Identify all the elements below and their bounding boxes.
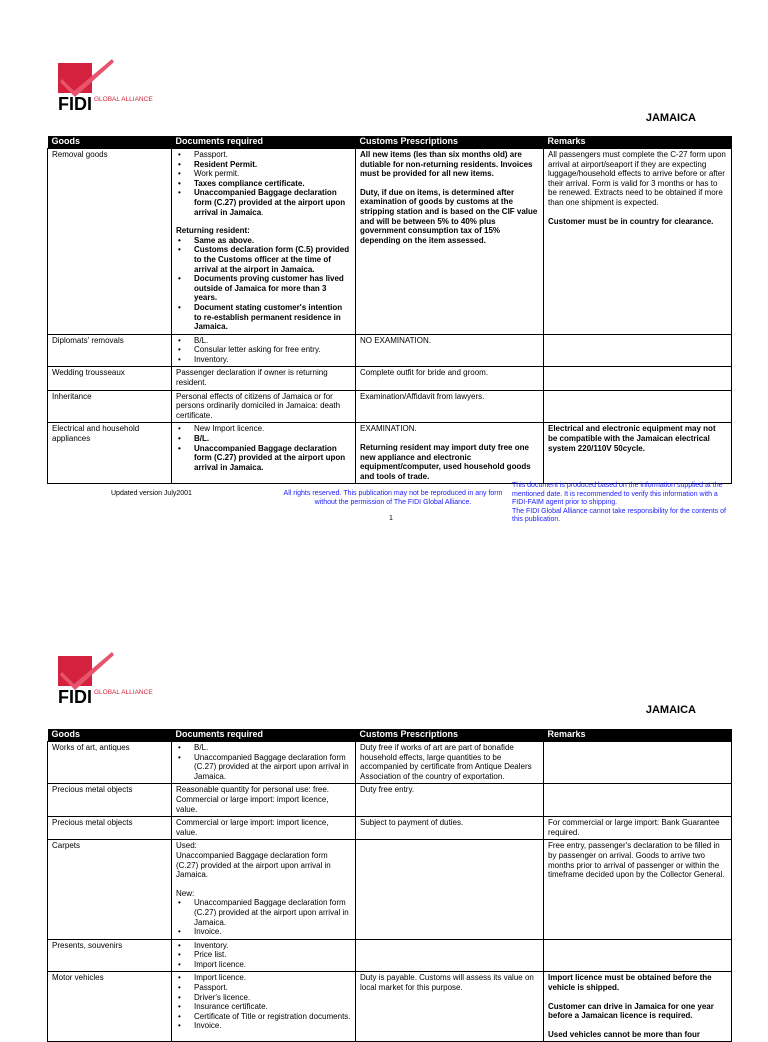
- goods-cell: Wedding trousseaux: [48, 367, 172, 390]
- goods-cell: Carpets: [48, 840, 172, 939]
- documents-cell: Passenger declaration if owner is returning resident.: [172, 367, 356, 390]
- svg-text:GLOBAL ALLIANCE: GLOBAL ALLIANCE: [94, 689, 153, 696]
- documents-cell: [172, 149, 356, 335]
- documents-cell: [172, 742, 356, 784]
- list-item: • New Import licence.: [194, 424, 351, 434]
- returning-resident-label: Returning resident:: [176, 226, 250, 236]
- goods-cell: Presents, souvenirs: [48, 939, 172, 972]
- svg-text:FIDI: FIDI: [58, 687, 92, 707]
- svg-text:FIDI: FIDI: [58, 94, 92, 114]
- updated-version: Updated version July2001: [111, 490, 192, 497]
- goods-cell: Inheritance: [48, 390, 172, 423]
- documents-cell: [172, 334, 356, 367]
- list-item: • Same as above.: [194, 236, 351, 246]
- paragraph: Unaccompanied Baggage declaration form (C.27) provided at the airport upon arrival in Jamaica.: [176, 850, 331, 880]
- goods-cell: Precious metal objects: [48, 784, 172, 817]
- table-row: [48, 149, 732, 335]
- list-item: • Insurance certificate.: [194, 1002, 351, 1012]
- customs-cell: Complete outfit for bride and groom.: [356, 367, 544, 390]
- paragraph: EXAMINATION.: [360, 424, 417, 434]
- documents-cell: [172, 939, 356, 972]
- header-remarks: Remarks: [544, 136, 732, 149]
- list-item: • Price list.: [194, 950, 351, 960]
- list-item: • B/L.: [194, 743, 351, 753]
- paragraph: Returning resident may import duty free one new appliance and electronic equipment/computer, used household goods and tools of trade.: [360, 443, 531, 481]
- header-remarks: Remarks: [544, 729, 732, 742]
- disclaimer-line-2: The FIDI Global Alliance cannot take responsibility for the contents of this publication.: [512, 507, 727, 524]
- remarks-cell: [544, 972, 732, 1042]
- new-label: New:: [176, 888, 195, 898]
- paragraph: All passengers must complete the C-27 form upon arrival at airport/seaport if they are expecting luggage/household effects to arrive before or after their arrival. Form is valid for 3 months or has to be renewed. Extracts need to be obtained if more than one shipment is expected.: [548, 150, 726, 207]
- list-item: • Import licence.: [194, 973, 351, 983]
- header-customs: Customs Prescriptions: [356, 729, 544, 742]
- disclaimer-line-1: This document is produced based on the information supplied at the mentioned date. It is recommended to verify this information with a FIDI-FAIM agent prior to shipping.: [512, 482, 723, 507]
- country-title: JAMAICA: [645, 112, 696, 124]
- list-item: • Consular letter asking for free entry.: [194, 345, 351, 355]
- list-item: • Inventory.: [194, 355, 351, 365]
- list-item: • B/L.: [194, 336, 351, 346]
- list-item: • Unaccompanied Baggage declaration form (C.27) provided at the airport upon arrival in Jamaica.: [194, 188, 351, 217]
- goods-cell: Removal goods: [48, 149, 172, 335]
- table-row: [48, 817, 732, 840]
- list-item: • Unaccompanied Baggage declaration form (C.27) provided at the airport upon arrival in Jamaica.: [194, 753, 351, 782]
- list-item: • Document stating customer's intention to re-establish permanent residence in Jamaica.: [194, 303, 351, 332]
- remarks-cell: [544, 367, 732, 390]
- fidi-logo: [54, 57, 166, 117]
- list-item: • Documents proving customer has lived outside of Jamaica for more than 3 years.: [194, 274, 351, 303]
- paragraph: Import licence must be obtained before the vehicle is shipped.: [548, 973, 712, 993]
- list-item: • Invoice.: [194, 1021, 351, 1031]
- remarks-cell: [544, 939, 732, 972]
- disclaimer: [512, 482, 734, 525]
- goods-cell: Works of art, antiques: [48, 742, 172, 784]
- list-item: • Passport.: [194, 150, 351, 160]
- documents-cell: [172, 840, 356, 939]
- remarks-cell: [544, 390, 732, 423]
- list-item: • Customs declaration form (C.5) provided to the Customs officer at the time of arrival at the airport in Jamaica.: [194, 245, 351, 274]
- header-documents: Documents required: [172, 729, 356, 742]
- rights-notice: All rights reserved. This publication may not be reproduced in any form without the permission of The FIDI Global Alliance.: [283, 490, 503, 506]
- document-page-2: [0, 592, 768, 1039]
- list-item: • Resident Permit.: [194, 160, 351, 170]
- paragraph: All new items (les than six months old) are dutiable for non-returning residents. Invoices must be provided for all new items.: [360, 150, 533, 179]
- used-label: Used:: [176, 841, 197, 851]
- remarks-cell: Electrical and electronic equipment may not be compatible with the Jamaican electrical system 220/110V 50cycle.: [544, 423, 732, 484]
- table-header-row: [48, 729, 732, 742]
- paragraph: Used vehicles cannot be more than four: [548, 1029, 701, 1039]
- list-item: • Passport.: [194, 983, 351, 993]
- documents-cell: [172, 423, 356, 484]
- customs-cell: Duty free entry.: [356, 784, 544, 817]
- table-row: [48, 972, 732, 1042]
- table-row: [48, 784, 732, 817]
- table-row: [48, 423, 732, 484]
- customs-table: [47, 136, 732, 484]
- table-row: [48, 390, 732, 423]
- remarks-cell: [544, 784, 732, 817]
- customs-cell: NO EXAMINATION.: [356, 334, 544, 367]
- fidi-logo: [54, 650, 166, 710]
- list-item: • Driver's licence.: [194, 993, 351, 1003]
- list-item: • Unaccompanied Baggage declaration form (C.27) provided at the airport upon arrival in Jamaica.: [194, 898, 351, 927]
- goods-cell: Precious metal objects: [48, 817, 172, 840]
- list-item: • Unaccompanied Baggage declaration form (C.27) provided at the airport upon arrival in Jamaica.: [194, 444, 351, 473]
- paragraph: Customer can drive in Jamaica for one year before a Jamaican licence is required.: [548, 1001, 714, 1021]
- customs-cell: [356, 939, 544, 972]
- customs-cell: [356, 423, 544, 484]
- documents-cell: Personal effects of citizens of Jamaica or for persons ordinarily domiciled in Jamaica: death certificate.: [172, 390, 356, 423]
- remarks-cell: [544, 334, 732, 367]
- table-row: [48, 334, 732, 367]
- list-item: • Invoice.: [194, 927, 351, 937]
- table-row: [48, 840, 732, 939]
- table-header-row: [48, 136, 732, 149]
- documents-cell: [172, 972, 356, 1042]
- customs-table: [47, 729, 732, 1042]
- customs-cell: Duty is payable. Customs will assess its value on local market for this purpose.: [356, 972, 544, 1042]
- documents-cell: Reasonable quantity for personal use: free. Commercial or large import: import licence, value.: [172, 784, 356, 817]
- header-goods: Goods: [48, 136, 172, 149]
- list-item: • B/L.: [194, 434, 351, 444]
- header-documents: Documents required: [172, 136, 356, 149]
- paragraph: Customer must be in country for clearance.: [548, 216, 714, 226]
- goods-cell: Motor vehicles: [48, 972, 172, 1042]
- table-row: [48, 742, 732, 784]
- page-number: 1: [389, 515, 393, 522]
- customs-cell: [356, 840, 544, 939]
- customs-cell: [356, 149, 544, 335]
- fidi-logo-icon: [54, 57, 166, 117]
- list-item: • Certificate of Title or registration documents.: [194, 1012, 351, 1022]
- header-goods: Goods: [48, 729, 172, 742]
- customs-cell: Subject to payment of duties.: [356, 817, 544, 840]
- header-customs: Customs Prescriptions: [356, 136, 544, 149]
- list-item: • Work permit.: [194, 169, 351, 179]
- customs-cell: Duty free if works of art are part of bonafide household effects, large quantities to be accompanied by certificate from Antique Dealers Association of the country of exportation.: [356, 742, 544, 784]
- table-row: [48, 367, 732, 390]
- list-item: • Inventory.: [194, 941, 351, 951]
- documents-cell: Commercial or large import: import licence, value.: [172, 817, 356, 840]
- svg-text:GLOBAL ALLIANCE: GLOBAL ALLIANCE: [94, 96, 153, 103]
- remarks-cell: [544, 149, 732, 335]
- goods-cell: Diplomats' removals: [48, 334, 172, 367]
- list-item: • Taxes compliance certificate.: [194, 179, 351, 189]
- country-title: JAMAICA: [645, 704, 696, 716]
- customs-cell: Examination/Affidavit from lawyers.: [356, 390, 544, 423]
- list-item: • Import licence.: [194, 960, 351, 970]
- remarks-cell: [544, 742, 732, 784]
- table-row: [48, 939, 732, 972]
- remarks-cell: For commercial or large import: Bank Guarantee required.: [544, 817, 732, 840]
- goods-cell: Electrical and household appliances: [48, 423, 172, 484]
- fidi-logo-icon: [54, 650, 166, 710]
- paragraph: Duty, if due on items, is determined after examination of goods by customs at the stripping station and is based on the CIF value and will be between 5% to 40% plus government consumption tax of 15% depending on the item assessed.: [360, 187, 538, 245]
- remarks-cell: Free entry, passenger's declaration to be filled in by passenger on arrival. Goods to arrive two months prior to arrival of passenger or within the timeframe decided upon by the Collector General.: [544, 840, 732, 939]
